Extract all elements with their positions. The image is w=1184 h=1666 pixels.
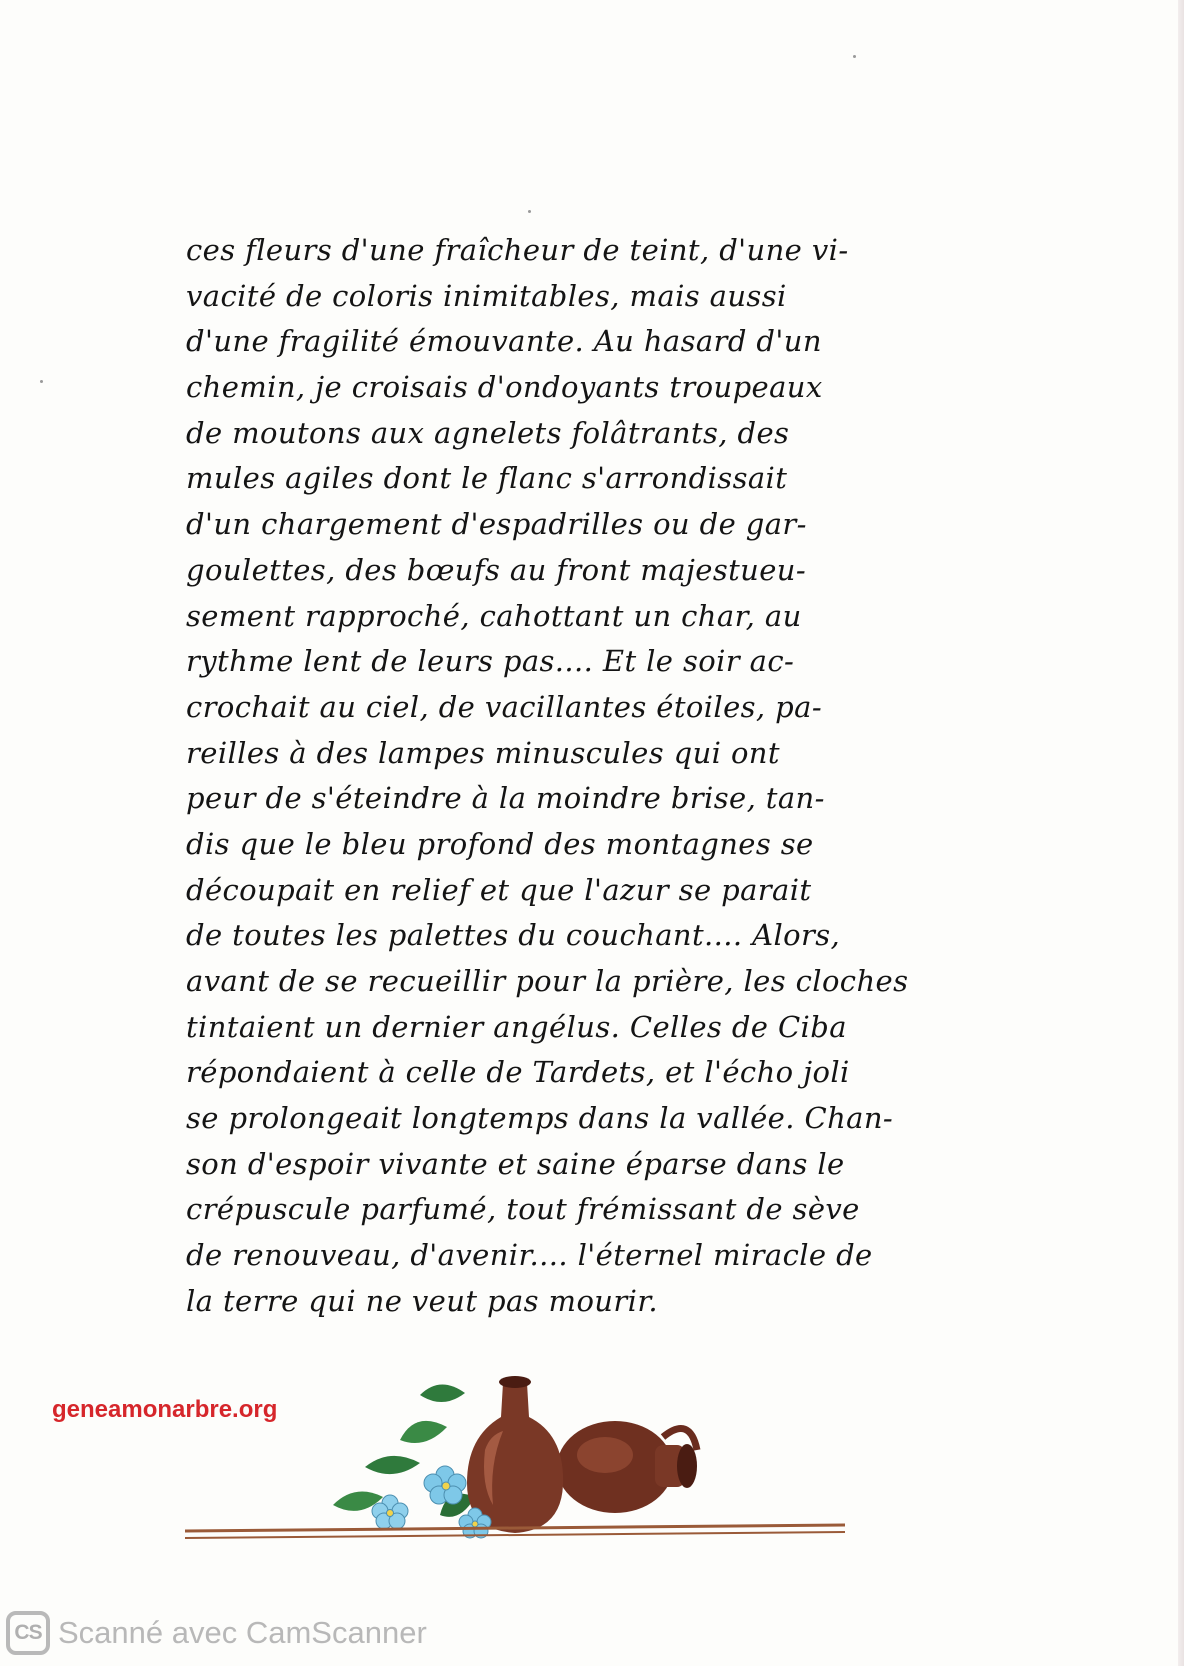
text-line: d'un chargement d'espadrilles ou de gar- [186,507,807,542]
text-line: la terre qui ne veut pas mourir. [186,1283,659,1318]
leaf-shape [365,1456,420,1474]
scan-speck [853,55,856,58]
camscanner-footer [6,1608,427,1658]
text-line: dis que le bleu profond des montagnes se [186,826,814,861]
text-line: chemin, je croisais d'ondoyants troupeaux [186,370,823,405]
camscanner-logo-icon: CS [6,1611,50,1655]
text-line: découpait en relief et que l'azur se parait [186,872,812,907]
text-line: tintaient un dernier angélus. Celles de Ciba [186,1009,847,1044]
text-line: sement rapproché, cahottant un char, au [186,598,802,633]
text-line: reilles à des lampes minuscules qui ont [186,735,780,770]
watermark-geneamonarbre: geneamonarbre.org [52,1396,278,1423]
text-line: de renouveau, d'avenir.... l'éternel miracle de [186,1238,873,1273]
text-line: ces fleurs d'une fraîcheur de teint, d'une vi- [186,233,849,267]
upright-jug-mouth [499,1376,531,1388]
scan-speck [528,210,531,213]
blue-flower [424,1466,466,1504]
text-line: vacité de coloris inimitables, mais aussi [186,278,787,313]
text-line: d'une fragilité émouvante. Au hasard d'un [186,324,822,359]
jugs-illustration [185,1355,855,1545]
text-line: avant de se recueillir pour la prière, les cloches [186,964,909,998]
leaf-shape [400,1421,447,1443]
handwritten-text [186,228,909,1325]
text-line: peur de s'éteindre à la moindre brise, tan- [186,781,825,816]
text-line: mules agiles dont le flanc s'arrondissait [186,461,788,496]
text-line: son d'espoir vivante et saine éparse dans le [186,1146,845,1181]
text-line: rythme lent de leurs pas.... Et le soir ac- [186,644,795,679]
text-line: répondaient à celle de Tardets, et l'écho joli [186,1055,850,1090]
scan-speck [40,380,43,383]
text-line: se prolongeait longtemps dans la vallée. Chan- [186,1101,894,1136]
text-line: goulettes, des bœufs au front majestueu- [186,552,807,587]
text-line: de toutes les palettes du couchant.... Alors, [186,918,841,953]
camscanner-text: Scanné avec CamScanner [58,1615,427,1650]
text-line: crépuscule parfumé, tout frémissant de sève [186,1192,860,1227]
leaf-shape [420,1384,465,1402]
upright-jug-body [467,1383,563,1533]
text-line: crochait au ciel, de vacillantes étoiles, pa- [186,689,823,724]
page-edge-shadow [1178,0,1184,1666]
text-line: de moutons aux agnelets folâtrants, des [186,415,790,450]
